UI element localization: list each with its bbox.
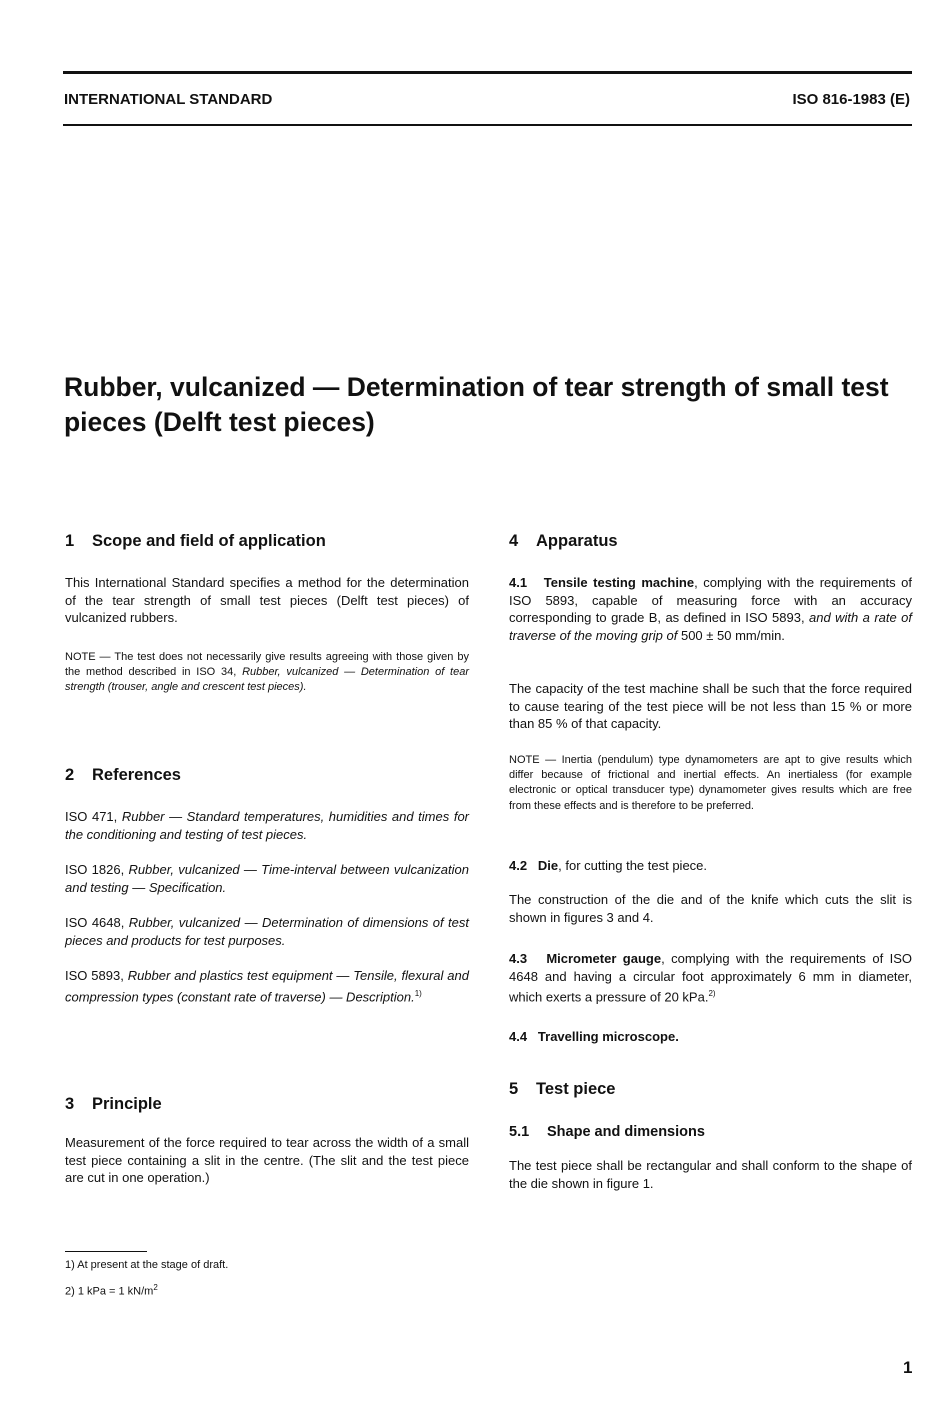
footnote-rule [65, 1251, 147, 1252]
section-2-heading: 2 References [65, 766, 181, 784]
reference-item: ISO 1826, Rubber, vulcanized — Time-interval between vulcanization and testing — Specification. [65, 862, 469, 895]
subsection-5-1-heading: 5.1 Shape and dimensions [509, 1124, 705, 1140]
reference-item: ISO 5893, Rubber and plastics test equipment — Tensile, flexural and compression types (constant rate of traverse) — Description.$^{1)}$ [65, 968, 469, 1005]
header-bottom-rule [63, 124, 912, 126]
clause-4-3: 4.3 Micrometer gauge, complying with the requirements of ISO 4648 and having a circular foot approximately 6 mm in diameter, which exerts a pressure of 20 kPa.$^{2)}$ [509, 951, 912, 1005]
section-1-note: NOTE — The test does not necessarily give results agreeing with those given by the method described in ISO 34, Rubber, vulcanized — Determination of tear strength (trouser, angle and crescent test pieces). [65, 651, 469, 694]
footnote-1: 1) At present at the stage of draft. [65, 1259, 229, 1271]
section-4-heading: 4 Apparatus [509, 532, 618, 550]
section-1-para: This International Standard specifies a method for the determination of the tear strength of small test pieces (Delft test pieces) of vulcanized rubbers. [65, 575, 469, 626]
section-1-heading: 1 Scope and field of application [65, 532, 326, 550]
section-3-para: Measurement of the force required to tear across the width of a small test piece containing a slit in the centre. (The slit and the test piece are cut in one operation.) [65, 1135, 469, 1186]
clause-4-1: 4.1 Tensile testing machine, complying with the requirements of ISO 5893, capable of measuring force with an accuracy corresponding to grade B, as defined in ISO 5893, and with a rate of traverse of the moving grip of 500 ± 50 mm/min. [509, 575, 912, 644]
section-5-heading: 5 Test piece [509, 1080, 616, 1098]
header-right: ISO 816-1983 (E) [792, 91, 910, 108]
header-top-rule [63, 71, 912, 74]
clause-4-2-para: The construction of the die and of the knife which cuts the slit is shown in figures 3 and 4. [509, 892, 912, 925]
clause-4-1-para: The capacity of the test machine shall be such that the force required to cause tearing of the test piece will be not less than 15 % or more than 85 % of that capacity. [509, 681, 912, 732]
section-3-heading: 3 Principle [65, 1095, 162, 1113]
document-title: Rubber, vulcanized — Determination of tear strength of small test pieces (Delft test pieces) [64, 372, 889, 437]
reference-item: ISO 471, Rubber — Standard temperatures, humidities and times for the conditioning and testing of test pieces. [65, 809, 469, 842]
clause-4-2: 4.2 Die, for cutting the test piece. [509, 858, 708, 873]
reference-item: ISO 4648, Rubber, vulcanized — Determination of dimensions of test pieces and products for test purposes. [65, 915, 470, 948]
section-5-1-para: The test piece shall be rectangular and shall conform to the shape of the die shown in figure 1. [509, 1158, 912, 1191]
clause-4-4: 4.4 Travelling microscope. [509, 1029, 679, 1044]
page-number: 1 [903, 1358, 913, 1377]
footnote-2: 2) 1 kPa = 1 $kN/m^2$ [65, 1283, 158, 1298]
header-left: INTERNATIONAL STANDARD [64, 91, 273, 108]
section-4-note: NOTE — Inertia (pendulum) type dynamometers are apt to give results which differ because of frictional and inertial effects. An inertialess (for example electronic or optical transducer type) dynamometer gives results which are free from these effects and is therefore to be preferred. [509, 754, 912, 812]
